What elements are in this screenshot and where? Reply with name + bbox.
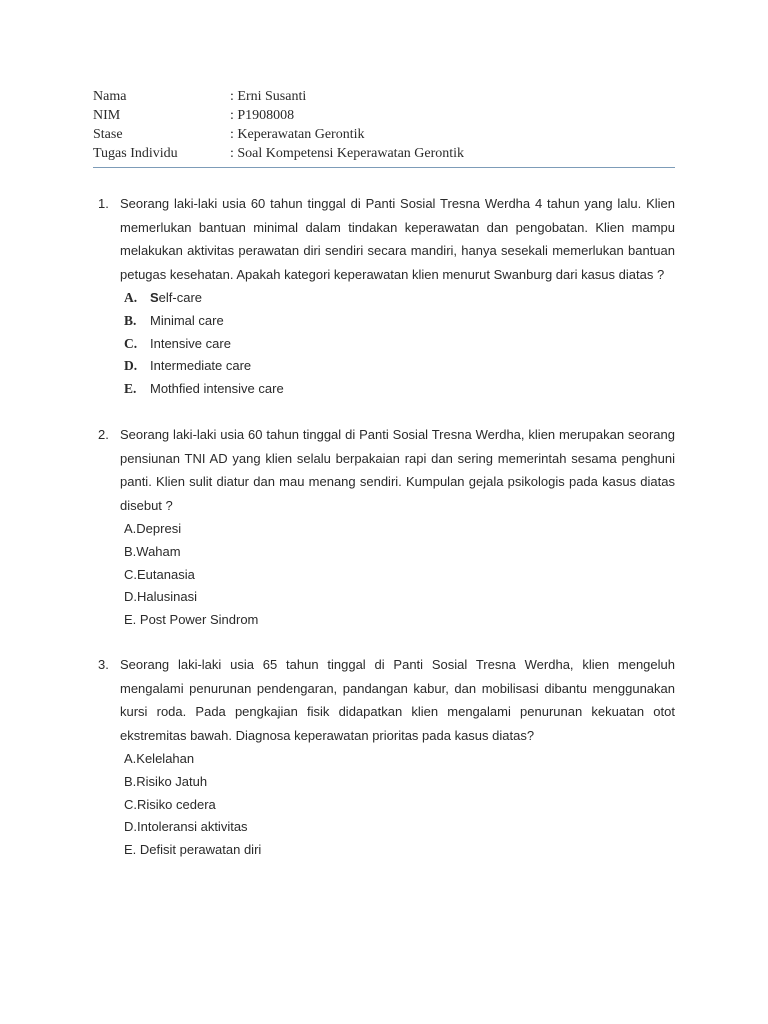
option-text: Intermediate care [150,358,252,374]
question-text: Seorang laki-laki usia 65 tahun tinggal di Panti Sosial Tresna Werdha, klien mengeluh mengalami penurunan pendengaran, pandangan kabur, dan mobilisasi dibantu menggunakan kursi roda. Pada pengkajian fisik didapatkan klien mengalami penurunan kekuatan otot ekstremitas bawah. Diagnosa keperawatan prioritas pada kasus diatas? [120,657,675,743]
option-text: A.Kelelahan [124,751,195,766]
option-text: Mothfied intensive care [150,381,284,397]
option-d[interactable] [120,816,675,839]
header-label: NIM [93,108,121,123]
header-value: : Erni Susanti [230,89,307,104]
option-text: D.Intoleransi aktivitas [124,819,248,835]
option-c[interactable] [120,333,675,356]
identity-header [93,87,675,163]
option-text: E. Defisit perawatan diri [124,842,262,858]
header-value: : Keperawatan Gerontik [230,127,365,142]
header-value: : P1908008 [230,108,295,123]
question-number: 3. [98,657,109,672]
option-text: Intensive care [150,335,231,351]
header-row-stase [93,125,675,144]
option-c[interactable] [120,564,675,587]
option-a[interactable] [120,287,675,310]
question-1 [98,192,675,401]
header-label: Nama [93,89,127,104]
option-list [120,518,675,632]
option-d[interactable] [120,586,675,609]
option-e[interactable] [120,378,675,401]
option-label: E. [124,381,137,397]
question-3 [98,653,675,862]
question-text: Seorang laki-laki usia 60 tahun tinggal di Panti Sosial Tresna Werdha 4 tahun yang lalu. Klien memerlukan bantuan minimal dalam tindakan keperawatan dan pengobatan. Klien mampu melakukan aktivitas perawatan diri sendiri secara mandiri, hanya sesekali memerlukan bantuan petugas kesehatan. Apakah kategori keperawatan klien menurut Swanburg dari kasus diatas ? [120,196,675,282]
option-list [120,748,675,862]
question-text: Seorang laki-laki usia 60 tahun tinggal di Panti Sosial Tresna Werdha, klien merupakan seorang pensiunan TNI AD yang klien selalu berpakaian rapi dan sering memerintah sesama penghuni panti. Klien sulit diatur dan mau menang sendiri. Kumpulan gejala psikologis pada kasus diatas disebut ? [120,427,675,513]
option-e[interactable] [120,609,675,632]
option-label: A. [124,290,138,305]
option-e[interactable] [120,839,675,862]
option-text: D.Halusinasi [124,589,197,605]
option-c[interactable] [120,794,675,817]
option-text: Self-care [150,290,203,305]
option-text: B.Risiko Jatuh [124,773,208,789]
question-2 [98,423,675,632]
option-label: C. [124,335,138,351]
option-b[interactable] [120,771,675,794]
option-text: C.Eutanasia [124,566,195,582]
option-a[interactable] [120,748,675,771]
option-b[interactable] [120,310,675,333]
header-divider [93,167,675,168]
header-value: : Soal Kompetensi Keperawatan Gerontik [230,146,465,161]
question-number: 1. [98,196,109,211]
header-label: Tugas Individu [93,146,178,161]
option-a[interactable] [120,518,675,541]
option-text: E. Post Power Sindrom [124,612,259,628]
header-row-tugas [93,144,675,163]
option-list [120,287,675,401]
option-text: B.Waham [124,543,181,559]
option-label: B. [124,312,137,328]
option-text: C.Risiko cedera [124,796,216,812]
option-label: D. [124,358,138,374]
header-row-nama [93,87,675,106]
option-text: Minimal care [150,312,224,328]
header-row-nim [93,106,675,125]
option-text: A.Depresi [124,521,182,536]
option-d[interactable] [120,355,675,378]
option-b[interactable] [120,541,675,564]
question-number: 2. [98,427,109,442]
header-label: Stase [93,127,123,142]
